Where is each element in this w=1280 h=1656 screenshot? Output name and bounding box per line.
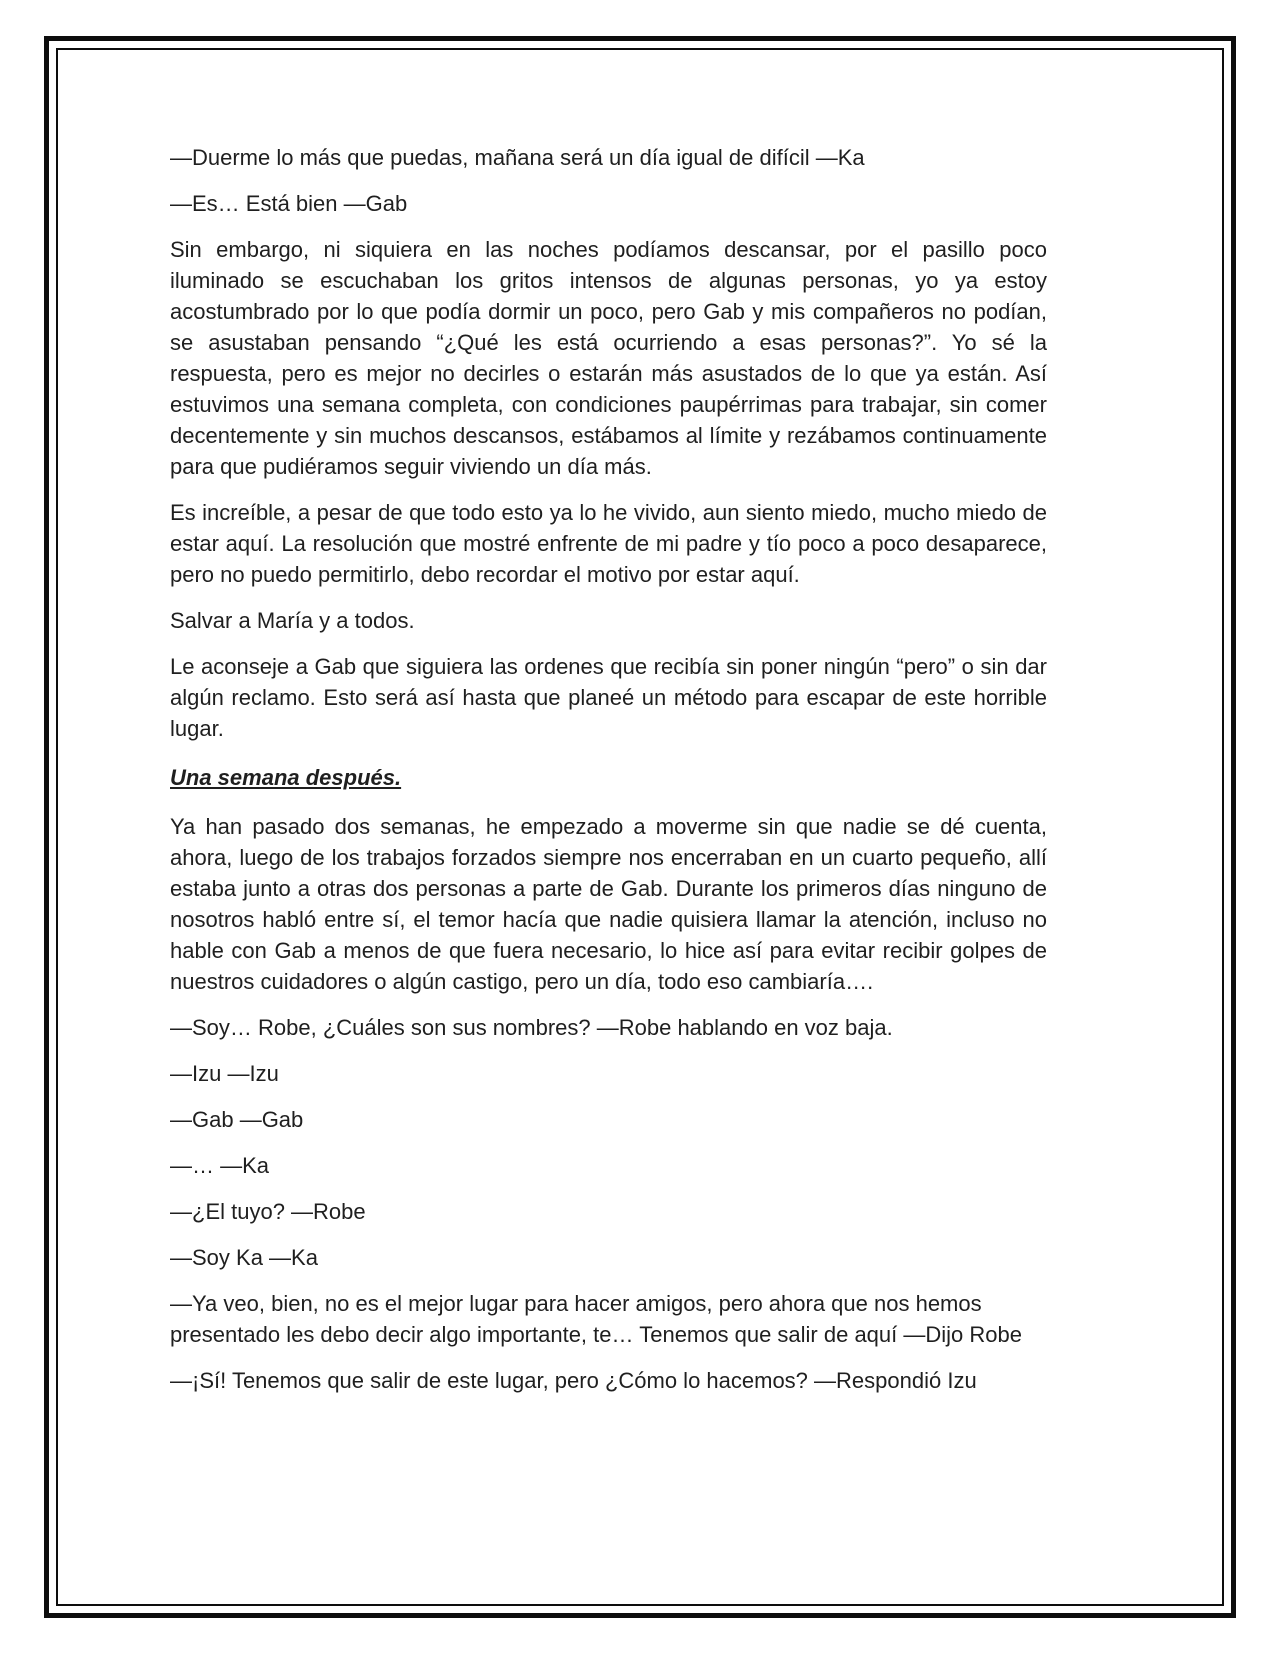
paragraph: —Izu —Izu [170, 1061, 279, 1086]
paragraph: —Soy Ka —Ka [170, 1245, 318, 1270]
paragraph: —¿El tuyo? —Robe [170, 1199, 366, 1224]
paragraph: —… —Ka [170, 1153, 270, 1178]
paragraph: —Ya veo, bien, no es el mejor lugar para hacer amigos, pero ahora que nos hemos presentado les debo decir algo importante, te… Tenemos que salir de aquí —Dijo Robe [170, 1291, 1022, 1347]
paragraph: Es increíble, a pesar de que todo esto ya lo he vivido, aun siento miedo, mucho miedo de estar aquí. La resolución que mostré enfrente de mi padre y tío poco a poco desaparece, pero no puedo permitirlo, debo recordar el motivo por estar aquí. [170, 500, 1047, 587]
paragraph: Salvar a María y a todos. [170, 608, 415, 633]
paragraph: Ya han pasado dos semanas, he empezado a moverme sin que nadie se dé cuenta, ahora, luego de los trabajos forzados siempre nos encerraban en un cuarto pequeño, allí estaba junto a otras dos personas a parte de Gab. Durante los primeros días ninguno de nosotros habló entre sí, el temor hacía que nadie quisiera llamar la atención, incluso no hable con Gab a menos de que fuera necesario, lo hice así para evitar recibir golpes de nuestros cuidadores o algún castigo, pero un día, todo eso cambiaría…. [170, 814, 1047, 994]
paragraph: —Soy… Robe, ¿Cuáles son sus nombres? —Robe hablando en voz baja. [170, 1015, 893, 1040]
paragraph: —Duerme lo más que puedas, mañana será un día igual de difícil —Ka [170, 145, 865, 170]
paragraph: Sin embargo, ni siquiera en las noches podíamos descansar, por el pasillo poco iluminado se escuchaban los gritos intensos de algunas personas, yo ya estoy acostumbrado por lo que podía dormir un poco, pero Gab y mis compañeros no podían, se asustaban pensando “¿Qué les está ocurriendo a esas personas?”. Yo sé la respuesta, pero es mejor no decirles o estarán más asustados de lo que ya están. Así estuvimos una semana completa, con condiciones paupérrimas para trabajar, sin comer decentemente y sin muchos descansos, estábamos al límite y rezábamos continuamente para que pudiéramos seguir viviendo un día más. [170, 237, 1047, 479]
page-border-inner [56, 48, 1224, 1606]
section-heading: Una semana después. [170, 765, 402, 790]
paragraph: —Gab —Gab [170, 1107, 304, 1132]
paragraph: —Es… Está bien —Gab [170, 191, 408, 216]
paragraph: —¡Sí! Tenemos que salir de este lugar, pero ¿Cómo lo hacemos? —Respondió Izu [170, 1368, 977, 1393]
paragraph: Le aconseje a Gab que siguiera las ordenes que recibía sin poner ningún “pero” o sin dar algún reclamo. Esto será así hasta que planeé un método para escapar de este horrible lugar. [170, 654, 1047, 741]
document-body [170, 142, 1047, 1396]
page-border-outer [44, 36, 1236, 1618]
